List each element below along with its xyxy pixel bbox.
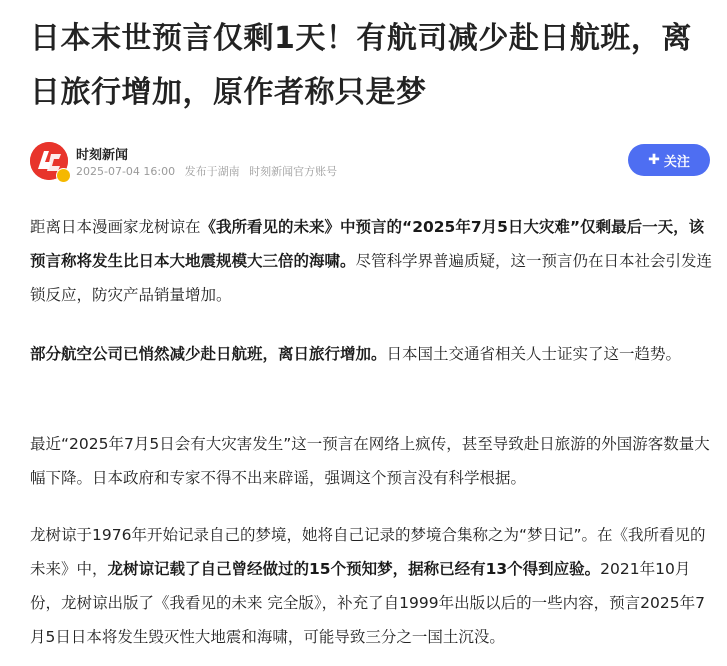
follow-label: 关注 [663,154,690,170]
paragraph-4-bold: 龙树谅记载了自己曾经做过的15个预知梦，据称已经有13个得到应验。 [107,560,601,578]
article-title: 日本末世预言仅剩1天！有航司减少赴日航班，离日旅行增加，原作者称只是梦 [30,21,692,110]
paragraph-1-bold: 《我所看见的未来》中预言的“2025年7月5日大灾难”仅剩最后一天，该预言称将发生比日本大地震规模大三倍的海啸。 [30,218,705,270]
plus-icon: ✚ [648,152,660,168]
paragraph-3-text: 最近“2025年7月5日会有大灾害发生”这一预言在网络上疯传，甚至导致赴日旅游的外国游客数量大幅下降。日本政府和专家不得不出来辟谣，强调这个预言没有科学根据。 [30,435,710,487]
paragraph-1-text-a: 距离日本漫画家龙树谅在 [30,218,201,236]
paragraph-1 [30,210,714,312]
account-type: 时刻新闻官方账号 [249,165,338,178]
verified-badge-icon [56,168,71,183]
publish-date: 2025-07-04 16:00 [76,165,176,178]
paragraph-2-text: 日本国土交通省相关人士证实了这一趋势。 [386,345,682,363]
article-meta [76,163,343,179]
follow-button[interactable] [628,144,710,176]
author-name[interactable]: 时刻新闻 [76,148,129,163]
paragraph-1-text-c: 尽管科学界普遍质疑，这一预言仍在日本社会引发连锁反应，防灾产品销量增加。 [30,252,713,304]
publish-location: 发布于湖南 [184,165,240,178]
paragraph-2-bold: 部分航空公司已悄然减少赴日航班，离日旅行增加。 [30,345,387,363]
paragraph-4-text-c: 2021年10月份，龙树谅出版了《我看见的未来 完全版》，补充了自1999年出版以后的一些内容，预言2025年7月5日日本将发生毁灭性大地震和海啸，可能导致三分之一国土沉没。 [30,560,705,646]
paragraph-3 [30,427,714,495]
paragraph-4 [30,518,714,654]
paragraph-4-text-a: 龙树谅于1976年开始记录自己的梦境，她将自己记录的梦境合集称之为“梦日记”。在《我所看见的未来》中， [30,526,706,578]
paragraph-2 [30,337,714,371]
author-bar [30,141,710,185]
